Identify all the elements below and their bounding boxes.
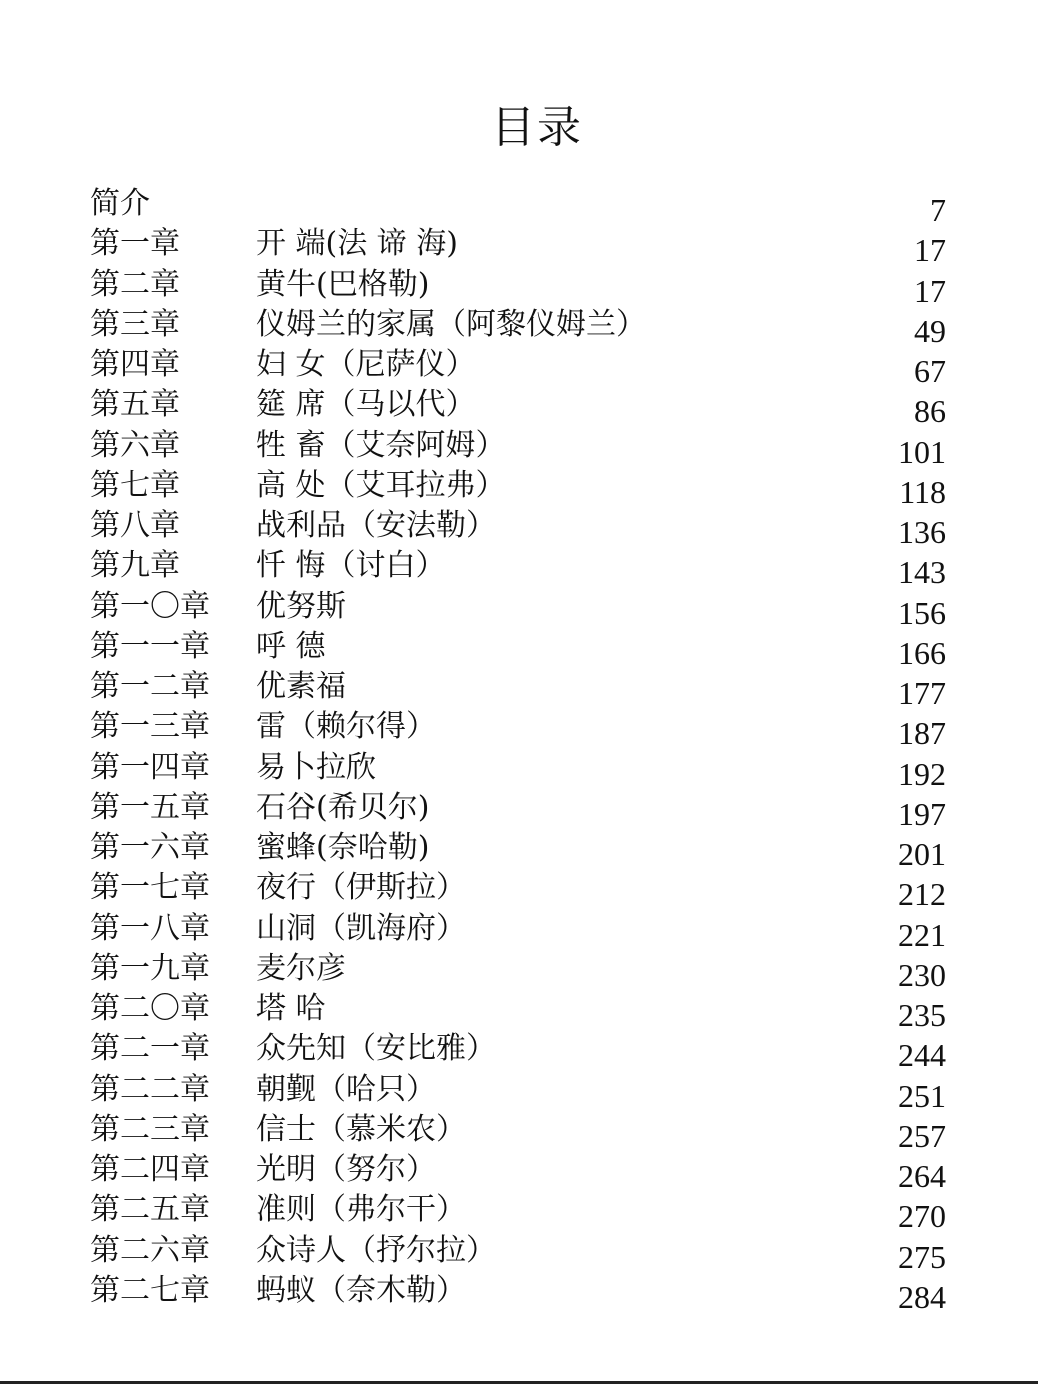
toc-chapter-title: 塔 哈 <box>256 991 326 1026</box>
toc-entry <box>90 1231 948 1275</box>
toc-entry <box>90 1190 948 1235</box>
toc-chapter-number: 第二一章 <box>90 1031 210 1067</box>
toc-chapter-title: 仪姆兰的家属（阿黎仪姆兰） <box>256 306 646 342</box>
toc-page-number: 17 <box>914 232 946 269</box>
toc-chapter-number: 第一一章 <box>90 628 210 664</box>
toc-entry <box>90 1070 948 1114</box>
toc-page-number: 201 <box>898 836 946 872</box>
toc-page-number: 212 <box>898 876 946 913</box>
toc-chapter-title: 蚂蚁（奈木勒） <box>256 1272 466 1308</box>
toc-page-number: 235 <box>898 997 946 1033</box>
toc-chapter-number: 第二三章 <box>90 1111 210 1147</box>
toc-chapter-number: 第一七章 <box>90 870 210 906</box>
toc-entry <box>90 949 948 993</box>
toc-chapter-title: 优素福 <box>256 669 346 704</box>
toc-page-number: 187 <box>898 715 946 752</box>
toc-entry <box>90 506 948 550</box>
toc-entry <box>90 466 948 510</box>
toc-entry <box>90 868 948 913</box>
toc-chapter-title: 夜行（伊斯拉） <box>256 870 466 906</box>
toc-page-number: 257 <box>898 1117 946 1154</box>
toc-entry <box>90 748 948 792</box>
toc-chapter-title: 呼 德 <box>256 628 326 664</box>
toc-chapter-number: 第三章 <box>90 306 180 342</box>
toc-chapter-title: 众先知（安比雅） <box>256 1031 496 1067</box>
toc-page-number: 230 <box>898 956 946 993</box>
toc-page-number: 221 <box>898 916 946 953</box>
toc-page-number: 177 <box>898 675 946 711</box>
toc-entry <box>90 184 948 228</box>
toc-entry <box>90 1029 948 1074</box>
toc-page-number: 166 <box>898 634 946 671</box>
toc-chapter-number: 第四章 <box>90 347 180 382</box>
toc-chapter-title: 牲 畜（艾奈阿姆） <box>256 427 506 463</box>
toc-entry <box>90 587 948 631</box>
toc-entry <box>90 627 948 671</box>
toc-chapter-number: 第一章 <box>90 226 180 262</box>
toc-chapter-number: 第一四章 <box>90 749 210 785</box>
toc-chapter-number: 第一六章 <box>90 830 210 865</box>
toc-page-number: 49 <box>914 312 946 349</box>
toc-chapter-number: 第八章 <box>90 508 180 543</box>
toc-entry <box>90 426 948 470</box>
toc-page-number: 284 <box>898 1278 946 1315</box>
toc-page-number: 118 <box>899 473 946 510</box>
toc-chapter-title: 黄牛(巴格勒) <box>256 266 430 302</box>
toc-chapter-number: 第一〇章 <box>90 588 210 624</box>
toc-chapter-title: 麦尔彦 <box>256 950 346 986</box>
toc-chapter-title: 高 处（艾耳拉弗） <box>256 467 506 503</box>
toc-chapter-title: 朝觐（哈只） <box>256 1071 436 1107</box>
toc-chapter-number: 第九章 <box>90 548 180 584</box>
toc-entry <box>90 385 948 430</box>
toc-chapter-title: 优努斯 <box>256 588 346 624</box>
toc-page-number: 264 <box>898 1158 946 1194</box>
toc-chapter-title: 战利品（安法勒） <box>256 508 496 543</box>
toc-page-number: 270 <box>898 1198 946 1235</box>
page-title: 目录 <box>491 102 583 153</box>
toc-page-number: 275 <box>898 1238 946 1275</box>
toc-page-number: 7 <box>930 192 946 228</box>
toc-chapter-number: 第一九章 <box>90 950 210 986</box>
bottom-divider <box>0 1381 1038 1384</box>
toc-chapter-title: 开 端(法 谛 海) <box>256 226 459 262</box>
toc-entry <box>90 707 948 752</box>
table-of-contents <box>90 184 948 1315</box>
toc-chapter-number: 简介 <box>90 186 150 221</box>
toc-page-number: 192 <box>898 755 946 792</box>
toc-entry <box>90 305 948 349</box>
toc-chapter-number: 第六章 <box>90 427 180 463</box>
toc-entry <box>90 828 948 872</box>
toc-chapter-number: 第一二章 <box>90 669 210 704</box>
toc-chapter-title: 众诗人（抒尔拉） <box>256 1232 496 1268</box>
toc-chapter-title: 山洞（凯海府） <box>256 910 466 946</box>
toc-page-number: 67 <box>914 353 946 389</box>
toc-chapter-number: 第二五章 <box>90 1192 210 1228</box>
toc-entry <box>90 989 948 1033</box>
toc-page-number: 143 <box>898 554 946 591</box>
toc-chapter-number: 第一八章 <box>90 910 210 946</box>
toc-chapter-title: 石谷(希贝尔) <box>256 789 430 825</box>
toc-entry <box>90 788 948 832</box>
toc-page-number: 17 <box>914 272 946 309</box>
toc-chapter-title: 信士（慕米农） <box>256 1111 466 1147</box>
toc-page-number: 197 <box>898 795 946 832</box>
toc-entry <box>90 224 948 269</box>
toc-chapter-title: 忏 悔（讨白） <box>256 548 446 584</box>
toc-entry <box>90 1271 948 1315</box>
toc-page-number: 136 <box>898 514 946 550</box>
toc-chapter-number: 第二二章 <box>90 1071 210 1107</box>
toc-entry <box>90 345 948 389</box>
toc-entry <box>90 265 948 309</box>
toc-chapter-number: 第二章 <box>90 266 180 302</box>
toc-entry <box>90 1150 948 1194</box>
toc-page-number: 244 <box>898 1037 946 1074</box>
toc-chapter-title: 妇 女（尼萨仪） <box>256 347 476 382</box>
toc-chapter-title: 筵 席（马以代） <box>256 387 476 423</box>
toc-entry <box>90 909 948 953</box>
toc-entry <box>90 546 948 591</box>
toc-chapter-number: 第二七章 <box>90 1272 210 1308</box>
toc-chapter-number: 第一三章 <box>90 709 210 745</box>
toc-chapter-title: 雷（赖尔得） <box>256 709 436 745</box>
toc-page-number: 101 <box>898 433 946 470</box>
toc-chapter-number: 第七章 <box>90 467 180 503</box>
toc-chapter-number: 第五章 <box>90 387 180 423</box>
toc-chapter-title: 易卜拉欣 <box>256 749 376 785</box>
toc-entry <box>90 1110 948 1154</box>
toc-chapter-number: 第二四章 <box>90 1152 210 1187</box>
toc-chapter-title: 准则（弗尔干） <box>256 1192 466 1228</box>
toc-chapter-number: 第二六章 <box>90 1232 210 1268</box>
toc-chapter-title: 光明（努尔） <box>256 1152 436 1187</box>
toc-page-number: 86 <box>914 393 946 430</box>
toc-entry <box>90 667 948 711</box>
toc-page-number: 251 <box>898 1077 946 1114</box>
toc-chapter-number: 第二〇章 <box>90 991 210 1026</box>
toc-page-number: 156 <box>898 594 946 631</box>
toc-chapter-number: 第一五章 <box>90 789 210 825</box>
toc-chapter-title: 蜜蜂(奈哈勒) <box>256 830 430 865</box>
